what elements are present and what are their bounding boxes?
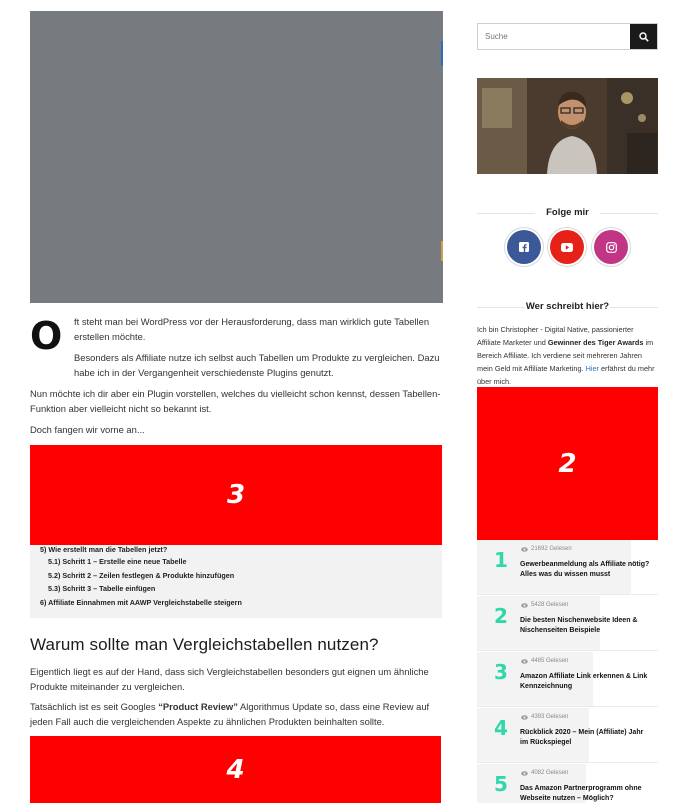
- post-views-text: 4485 Gelesen: [531, 658, 569, 664]
- about-text-part: erfährst du mehr über mich.: [477, 364, 655, 386]
- youtube-button[interactable]: [550, 230, 584, 264]
- eye-icon: [521, 771, 528, 776]
- about-text-part: Ich bin Christopher - Digital Native, passionierter Affiliate Marketer und: [477, 325, 634, 347]
- ad-label: 3: [226, 480, 246, 510]
- body-paragraph: Eigentlich liegt es auf der Hand, dass sich Vergleichstabellen besonders gut eignen um ähnliche Produkte miteinander zu vergleichen.: [30, 666, 429, 692]
- toc-item[interactable]: 5.2) Schritt 2 – Zeilen festlegen & Produkte hinzufügen: [48, 571, 235, 580]
- about-text-part: im Bereich Affiliate. Ich verdiene seit mehreren Jahren mein Geld mit Affiliate Marketing.: [477, 338, 654, 373]
- toc-item[interactable]: 5) Wie erstellt man die Tabellen jetzt?: [40, 545, 168, 554]
- post-views: [521, 602, 568, 608]
- popular-post[interactable]: [477, 764, 658, 803]
- post-views-text: 21692 Gelesen: [531, 546, 572, 552]
- youtube-icon: [561, 243, 573, 252]
- image-edge-detail: [441, 41, 443, 66]
- intro-paragraph: Nun möchte ich dir aber ein Plugin vorstellen, welches du vielleicht schon kennst, dessen Tabellen-Funktion aber vielleicht nicht so bekannt ist.: [30, 388, 441, 414]
- intro-paragraph: Besonders als Affiliate nutze ich selbst auch Tabellen um Produkte zu vergleichen. Dazu habe ich in der Vergangenheit verschiedenste Plugins genutzt.: [74, 352, 440, 378]
- section-body: [30, 664, 443, 734]
- search-button[interactable]: [630, 24, 657, 49]
- search-icon: [639, 32, 649, 42]
- body-paragraph: [30, 699, 443, 729]
- about-widget-title: [477, 301, 658, 312]
- ad-slot-2[interactable]: [477, 387, 658, 540]
- post-rank: 4: [494, 716, 508, 740]
- title-divider: [600, 213, 658, 214]
- instagram-icon: [606, 242, 617, 253]
- post-views-text: 4082 Gelesen: [531, 770, 569, 776]
- post-title[interactable]: Amazon Affiliate Link erkennen & Link Kennzeichnung: [520, 673, 648, 690]
- popular-post[interactable]: [477, 596, 658, 651]
- follow-widget-title: [477, 207, 658, 218]
- post-rank: 5: [494, 772, 508, 796]
- post-rank: 3: [494, 660, 508, 684]
- intro-paragraph: Doch fangen wir vorne an...: [30, 424, 145, 435]
- post-views: [521, 770, 568, 776]
- popular-post[interactable]: [477, 708, 658, 763]
- ad-slot-3[interactable]: [30, 445, 442, 545]
- title-divider: [477, 213, 535, 214]
- post-title[interactable]: Das Amazon Partnerprogramm ohne Webseite nutzen – Möglich?: [520, 785, 642, 802]
- search-input[interactable]: [478, 24, 630, 49]
- dropcap: O: [30, 314, 63, 358]
- eye-icon: [521, 659, 528, 664]
- about-highlight: Gewinner des Tiger Awards: [547, 338, 644, 347]
- instagram-button[interactable]: [594, 230, 628, 264]
- article-intro: [30, 314, 443, 443]
- post-views-text: 4393 Gelesen: [531, 714, 569, 720]
- follow-title-text: Folge mir: [546, 207, 589, 218]
- post-rank: 2: [494, 604, 508, 628]
- image-edge-detail: [441, 241, 443, 261]
- eye-icon: [521, 547, 528, 552]
- featured-image: [30, 11, 443, 303]
- about-text: [477, 323, 658, 388]
- post-views: [521, 714, 568, 720]
- facebook-icon: [519, 242, 529, 252]
- eye-icon: [521, 715, 528, 720]
- popular-post[interactable]: [477, 540, 658, 595]
- author-photo: [477, 78, 658, 174]
- emphasis-text: “Product Review”: [158, 701, 238, 712]
- eye-icon: [521, 603, 528, 608]
- post-views-text: 5428 Gelesen: [531, 602, 569, 608]
- post-rank: 1: [494, 548, 508, 572]
- ad-slot-4[interactable]: [30, 736, 441, 803]
- section-heading: Warum sollte man Vergleichstabellen nutzen?: [30, 635, 379, 654]
- post-views: [521, 546, 572, 552]
- post-views: [521, 658, 568, 664]
- popular-post[interactable]: [477, 652, 658, 707]
- facebook-button[interactable]: [507, 230, 541, 264]
- toc-item[interactable]: 5.1) Schritt 1 – Erstelle eine neue Tabelle: [48, 557, 187, 566]
- ad-label: 2: [558, 448, 577, 479]
- body-text: Tatsächlich ist es seit Googles: [30, 701, 159, 712]
- title-divider: [477, 307, 525, 308]
- author-photo-graphic: [477, 78, 658, 174]
- title-divider: [610, 307, 658, 308]
- intro-paragraph: ft steht man bei WordPress vor der Herausforderung, dass man wirklich gute Tabellen erstellen möchte.: [74, 316, 430, 342]
- search-form: [477, 23, 658, 50]
- toc-item[interactable]: 6) Affiliate Einnahmen mit AAWP Vergleichstabelle steigern: [40, 598, 242, 607]
- table-of-contents: [30, 545, 442, 618]
- post-title[interactable]: Rückblick 2020 – Mein (Affiliate) Jahr im Rückspiegel: [520, 729, 644, 746]
- post-title[interactable]: Gewerbeanmeldung als Affiliate nötig? Alles was du wissen musst: [520, 561, 650, 578]
- toc-item[interactable]: 5.3) Schritt 3 – Tabelle einfügen: [48, 584, 156, 593]
- about-link[interactable]: Hier: [585, 364, 599, 373]
- body-text: Algorithmus Update so, dass eine Review auf jeden Fall auch die vergleichenden Aspekte zu ähnlichen Produkten beinhalten sollte.: [30, 701, 430, 727]
- about-title-text: Wer schreibt hier?: [525, 301, 610, 312]
- post-title[interactable]: Die besten Nischenwebsite Ideen & Nischenseiten Beispiele: [520, 617, 638, 634]
- ad-label: 4: [226, 754, 245, 785]
